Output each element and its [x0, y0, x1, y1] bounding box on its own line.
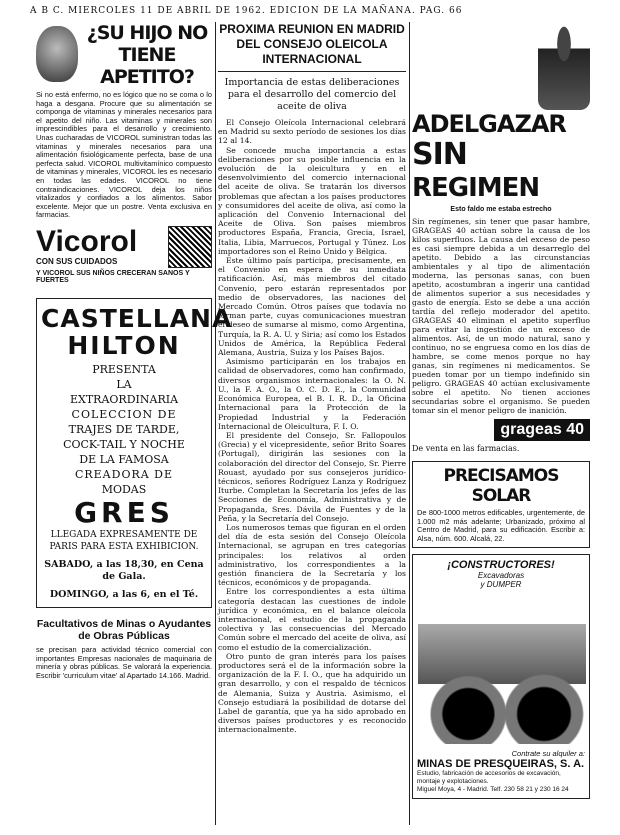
presqueiras-desc: Estudio, fabricación de accesorios de excavación, montaje y explotaciones.: [417, 770, 561, 786]
right-column: [412, 22, 590, 827]
coleccion-text: COLECCION DE: [71, 407, 177, 421]
article-subtitle: Importancia de estas deliberaciones para el desarrollo del comercio del aceite de oliva: [224, 77, 400, 112]
center-column: [218, 22, 406, 827]
article-paragraph: Otro punto de gran interés para los países productores será el de la información sobre la organización de la F. I. O., que ha adquirido un gran desarrollo, y con el respaldo de técnicos de Alemania, Suiza y Austria. Asimismo, el Consejo estudiará la posibilidad de dotarse del Label de garantía, que ya ha sido aprobado en diversos países productores y es reconocido internacionalmente.: [218, 651, 406, 735]
article-paragraph: Se concede mucha importancia a estas deliberaciones por su posible influencia en la evolución de la oleicultura y en el desenvolvimiento del comercio internacional del aceite de oliva. Se tratarán los diversos problemas que afectan a los países productores y consumidores del aceite de oliva, así como la aplicación del Convenio Internacional del Aceite de Oliva. Son países miembros productores España, Francia, Grecia, Israel, Italia, Libia, Marruecos, Portugal y Túnez. Los importadores son el Reino Unido y Bélgica.: [218, 145, 406, 256]
castellana-title: CASTELLANA: [41, 303, 233, 333]
vicorol-slogan: Y VICOROL SUS NIÑOS CRECERAN SANOS Y FUERTES: [36, 269, 190, 284]
minas-job-body: se precisan para actividad técnico comercial con importantes Empresas nacionales de maquinaria de minería y obras públicas. Se valorará la experiencia. Escribir 'curriculum vitae' al Apartado 14.166. Madrid.: [36, 644, 212, 680]
grageas-footer: De venta en las farmacias.: [412, 444, 520, 453]
famosa-text: DE LA FAMOSA: [79, 452, 169, 466]
dumper-truck-photo: [417, 593, 587, 745]
grageas-caption: Esto faldo me estaba estrecho: [450, 206, 552, 213]
modas-text: MODAS: [101, 482, 147, 496]
column-divider: [409, 22, 410, 825]
vicorol-body: Si no está enfermo, no es lógico que no se coma o lo haga a desgana. Procure que su alimentación se componga de vitaminas y minerales necesarios para el apetito del niño. Las vitaminas y minerales son imprescindibles para el desarrollo y crecimiento. Unas cucharadas de VICOROL suministran todas las vitaminas y minerales necesarios para una alimentación fisiológicamente perfecta, base de una perfecta salud. VICOROL multivitamínico compuesto de vitaminas y minerales, VICOROL les es necesario en todas las edades. VICOROL no tiene contraindicaciones. VICOROL deja los niños vitalizados y confiados a los alimentos. Sabor excelente. Mejor que un postre. Venta exclusiva en farmacias.: [36, 90, 212, 220]
solar-title: PRECISAMOS SOLAR: [443, 466, 559, 506]
hilton-title: HILTON: [67, 330, 181, 360]
page-header: A B C. MIERCOLES 11 DE ABRIL DE 1962. EDICION DE LA MAÑANA. PAG. 66: [30, 6, 463, 16]
article-paragraph: Asimismo participarán en los trabajos en calidad de observadores, como han confirmado, diversos organismos internacionales: la O. N. U., la F. A. O., la O. C. D. E., la Comunidad Económica Europea, el B. I. R. D., la Oficina Internacional para la Protección de la Propiedad Industrial y la Federación Internacional de Oleicultura, F. I. O.: [218, 357, 406, 431]
solar-ad: [412, 461, 590, 548]
grageas-body: Sin regímenes, sin tener que pasar hambre, GRAGEAS 40 actúan sobre la causa de los kilos superfluos. La causa del exceso de peso es casi siempre debida a un desarreglo del apetito. Debido a las circunstancias ambientales y al tipo de alimentación moderna, las personas sanas, con buen apetito, acostumbran a ingerir una cantidad de alimentos superior a sus necesidades y gasto de energía. Esto se debe a una acción tardía del reflejo moderador del apetito. GRAGEAS 40 eliminan el apetito superfluo para evitar la ingestión de un exceso de alimentos. Así, de un modo natural, sano y continuo, no se engruesa como en los días de hambre, se come menos porque no hay ganas, sin regímenes ni medicamentos. Se pueden tomar por un tiempo indefinido sin peligro. GRAGEAS 40 actúan exclusivamente sobre el apetito. No tienen acciones secundarias sobre el organismo. Se pueden tomar sin el menor peligro de inanición.: [412, 217, 590, 415]
gres-title: GRES: [74, 495, 174, 529]
vicorol-ad: [36, 22, 212, 284]
creadora-text: CREADORA DE: [74, 467, 174, 481]
minas-job-ad: [36, 618, 212, 680]
article-paragraph: Entre los correspondientes a esta última categoría destacan las cuestiones de índole jurídica y económica, en el balance oleícola internacional, el estudio de la propaganda colectiva y las consecuencias del Mercado Común sobre el mercado del aceite de oliva, así como el estudio de la comercialización.: [218, 587, 406, 652]
minas-job-title: Facultativos de Minas o Ayudantes de Obras Públicas: [36, 617, 212, 642]
grageas-brand: grageas: [500, 421, 562, 438]
article-paragraph: Los numerosos temas que figuran en el orden del día de esta sesión del Consejo Oleícola Internacional, se agrupan en tres categorías principales: los relativos al orden administrativo, los correspondientes a la gestión financiera de la Secretaría y los técnicos, económicos y de propaganda.: [218, 522, 406, 588]
contract-text: Contrate su alquiler a:: [511, 749, 585, 759]
presqueiras-name: MINAS DE PRESQUEIRAS, S. A.: [417, 758, 585, 771]
vicorol-headline: ¿SU HIJO NO TIENE APETITO?: [86, 22, 208, 88]
excavadoras-text: Excavadoras: [477, 571, 525, 581]
grageas-headline-2: SIN: [412, 137, 467, 172]
baby-photo: [36, 26, 78, 82]
article-paragraph: El presidente del Consejo, Sr. Fallopoulos (Grecia) y el vicepresidente, señor Brito Soares (Portugal), dirigirán las sesiones con la colaboración del director del Consejo, Sr. Pierre Rouast, ayudado por sus consejeros jurídico-técnicos, señores Rodríguez Lanza y Rodríguez Iturbe. Completan la Secretaría los jefes de las Secciones de Economía, Administrativa y de Propaganda, Sres. Dávila de Fuentes y de la Peña, y la Secretaría del Consejo.: [218, 430, 406, 523]
vicorol-logo: Vicorol: [36, 225, 138, 259]
grageas-headline-1: ADELGAZAR: [412, 110, 566, 138]
cocktail-text: COCK-TAIL Y NOCHE: [63, 437, 185, 451]
constructores-headline: ¡CONSTRUCTORES!: [447, 559, 555, 572]
grageas-ad: [412, 22, 590, 453]
article-paragraph: Este último país participa, precisamente, en el Convenio en espera de su inmediata ratificación. Así, más miembros del citado Convenio, pero estarán representados por medio de observadores, las naciones del Mercado Común. Otros países que todavía no forman parte, cuyas comunicaciones muestran el deseo de sumarse al mismo, como Argentina, Turquía, la R. A. U. y Siria; así como los Estados Unidos de América, la República Federal Alemana, Austria, Suiza y los Países Bajos.: [218, 256, 407, 358]
vicorol-package: [168, 226, 212, 268]
domingo-text: DOMINGO, a las 6, en el Té.: [49, 588, 199, 600]
extraordinaria-text: EXTRAORDINARIA: [69, 392, 179, 406]
trajes-text: TRAJES DE TARDE,: [68, 422, 180, 436]
article-paragraph: El Consejo Oleícola Internacional celebrará en Madrid su sexto período de sesiones los días 12 al 14.: [218, 118, 406, 146]
presqueiras-ad: [412, 554, 590, 799]
sabado-text: SABADO, a las 18,30, en Cena de Gala.: [44, 558, 204, 582]
llegada-text: LLEGADA EXPRESAMENTE DE PARIS PARA ESTA EXHIBICION.: [49, 529, 199, 552]
column-divider: [215, 22, 216, 825]
presenta-text: PRESENTA: [92, 362, 156, 376]
castellana-ad: [36, 298, 233, 608]
article-title: PROXIMA REUNION EN MADRID DEL CONSEJO OLEICOLA INTERNACIONAL: [218, 22, 406, 72]
la-text: LA: [116, 377, 132, 391]
presqueiras-address: Miguel Moya, 4 - Madrid. Telf. 230 58 21 y 230 16 24: [417, 786, 569, 794]
vicorol-tagline: CON SUS CUIDADOS: [36, 257, 118, 267]
woman-photo: [538, 22, 590, 110]
left-column: [36, 22, 233, 827]
grageas-number: 40: [566, 421, 584, 438]
grageas-logo: [494, 419, 590, 441]
solar-body: De 800-1000 metros edificables, urgentemente, de 1.000 m2 más adelante; Urbanizado, próximo al Centro de Madrid, para su edificación. Escribir a: Alsa, núm. 600. Alcalá, 22.: [417, 508, 585, 543]
grageas-headline-3: REGIMEN: [412, 173, 540, 203]
dumper-text: y DUMPER: [480, 580, 522, 590]
